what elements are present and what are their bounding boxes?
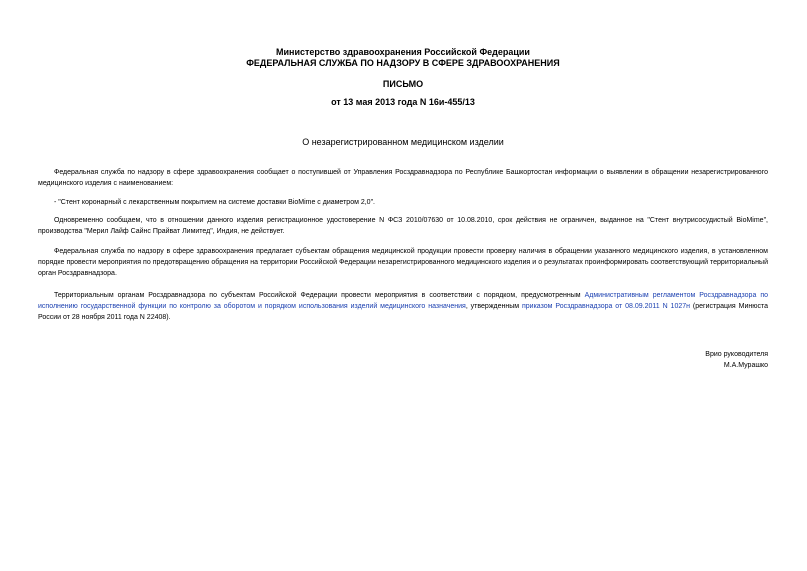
signature-name: М.А.Мурашко xyxy=(723,362,768,369)
document-title: О незарегистрированном медицинском изделии xyxy=(302,137,504,147)
paragraph-5-text-c: (регистрация Минюста России от 28 ноября 2011 года N 22408). xyxy=(38,303,768,321)
paragraph-2: - "Стент коронарный с лекарственным покрытием на системе доставки BioMime с диаметром 2,0". xyxy=(54,199,376,206)
ministry-name: Министерство здравоохранения Российской Федерации xyxy=(276,47,530,57)
paragraph-5 xyxy=(38,290,768,323)
paragraph-5-text-a: Территориальным органам Росздравнадзора по субъектам Российской Федерации провести мероприятия в соответствии с порядком, предусмотренным xyxy=(54,292,585,299)
document-type: ПИСЬМО xyxy=(382,79,424,89)
paragraph-5-text-b: , утвержденным xyxy=(465,303,522,310)
admin-regulation-link[interactable]: Административным регламентом Росздравнадзора по исполнению государственной функции по контролю за оборотом и порядком использования изделий медицинского назначения xyxy=(38,292,769,310)
service-name: ФЕДЕРАЛЬНАЯ СЛУЖБА ПО НАДЗОРУ В СФЕРЕ ЗДРАВООХРАНЕНИЯ xyxy=(246,58,560,68)
paragraph-3: Одновременно сообщаем, что в отношении данного изделия регистрационное удостоверение N ФСЗ 2010/07630 от 10.08.2010, срок действия не ограничен, выданное на "Стент внутрисосудистый BioMime", производства "Мерил Лайф Сайнс Прайват Лимитед", Индия, не действует. xyxy=(38,217,768,235)
signature-position: Врио руководителя xyxy=(705,351,768,358)
order-link[interactable]: приказом Росздравнадзора от 08.09.2011 N 1027н xyxy=(521,303,690,310)
document-date-number: от 13 мая 2013 года N 16и-455/13 xyxy=(331,97,475,107)
paragraph-4: Федеральная служба по надзору в сфере здравоохранения предлагает субъектам обращения медицинской продукции провести проверку наличия в обращении указанного медицинского изделия, в установленном порядке провести мероприятия по предотвращению обращения на территории Российской Федерации незарегистрированного медицинского изделия и о результатах проинформировать соответствующий территориальный орган Росздравнадзора. xyxy=(38,248,768,277)
paragraph-1: Федеральная служба по надзору в сфере здравоохранения сообщает о поступившей от Управления Росздравнадзора по Республике Башкортостан информации о выявлении в обращении незарегистрированного медицинского изделия с наименованием: xyxy=(38,169,768,187)
